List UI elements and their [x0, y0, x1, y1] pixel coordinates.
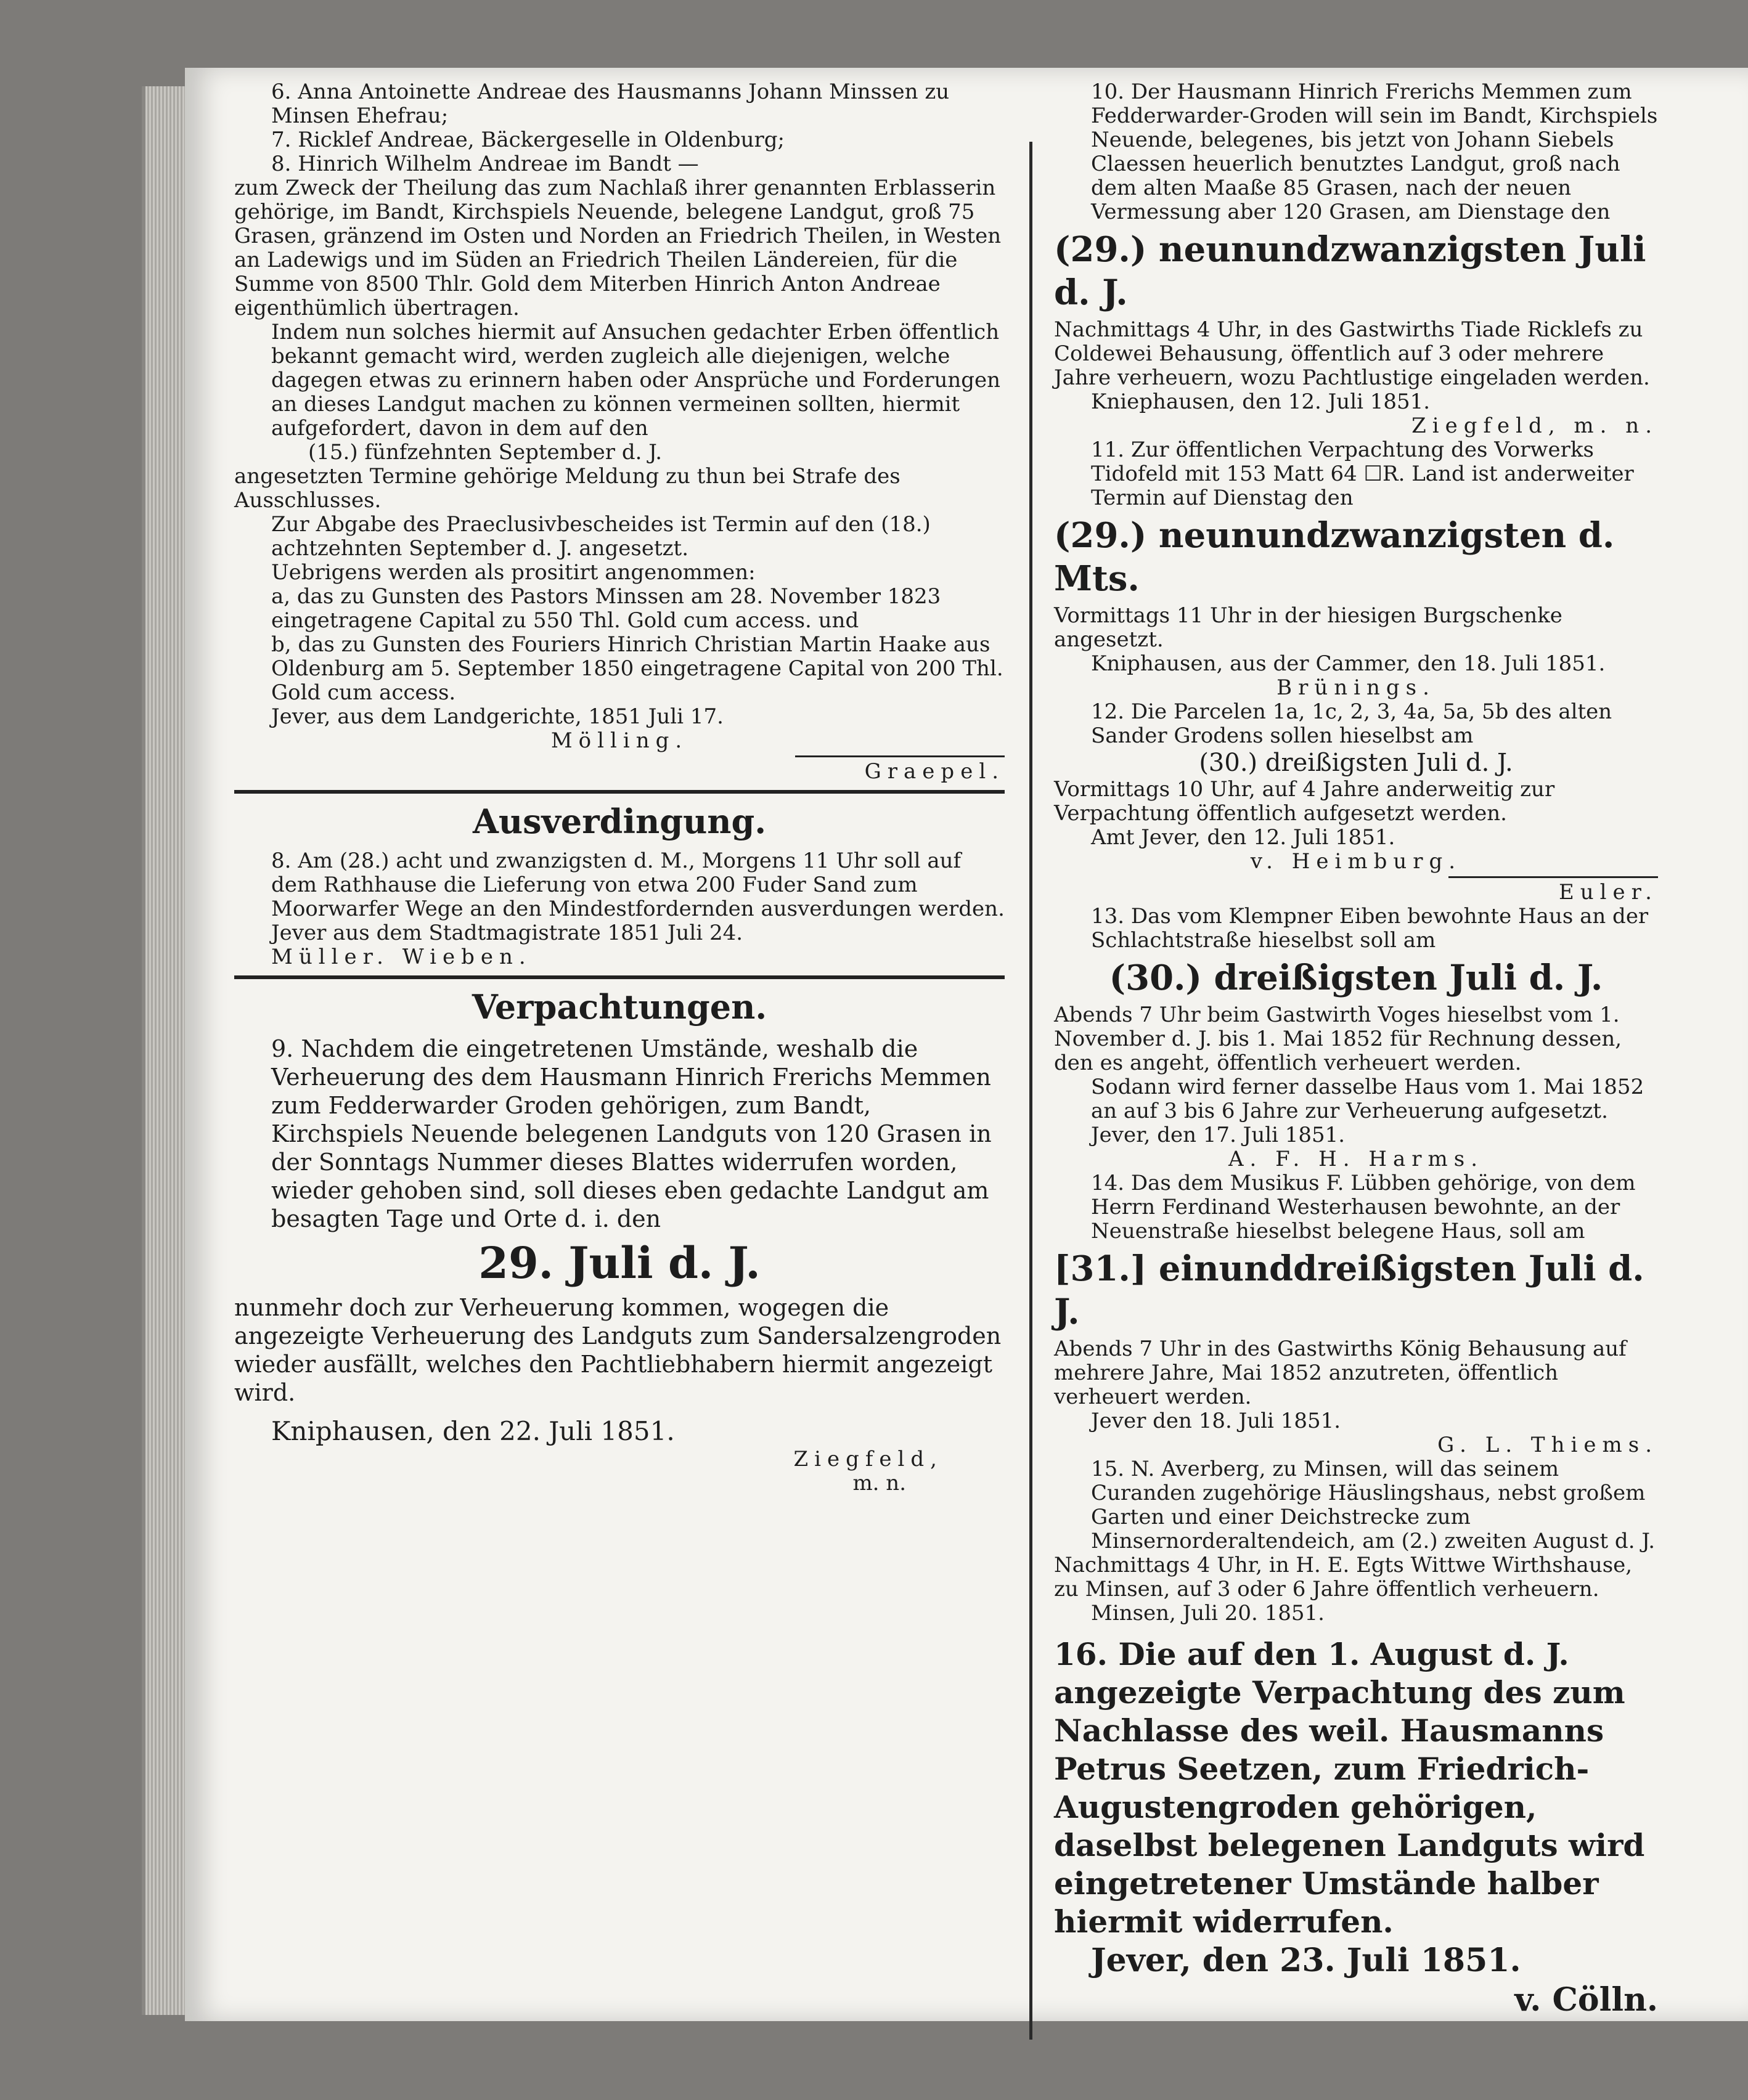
place-date: Kniephausen, den 12. Juli 1851.	[1091, 389, 1431, 414]
signature: Müller.	[271, 945, 390, 969]
paragraph: 10. Der Hausmann Hinrich Frerichs Memmen zum Fedderwarder-Groden will sein im Bandt, Kirchspiels Neuende, belegenes, bis jetzt von Johann Siebels Claessen heuerlich benutztes Landgut, groß nach dem alten Maaße 85 Grasen, nach der neuen Vermessung aber 120 Grasen, am Dienstage den	[1091, 79, 1658, 224]
paragraph: Indem nun solches hiermit auf Ansuchen gedachter Erben öffentlich bekannt gemacht wird, werden zugleich alle diejenigen, welche dagegen etwas zu erinnern haben oder Ansprüche und Forderungen an dieses Landgut machen zu können vermeinen sollten, hiermit aufgefordert, davon in dem auf den	[271, 320, 1001, 441]
paragraph: 12. Die Parcelen 1a, 1c, 2, 3, 4a, 5a, 5b des alten Sander Grodens sollen hieselbst am	[1091, 699, 1612, 748]
signature: Graepel.	[864, 759, 1005, 784]
section-heading: Verpachtungen.	[472, 987, 767, 1027]
place-date: Jever den 18. Juli 1851.	[1091, 1409, 1341, 1433]
paragraph: nunmehr doch zur Verheuerung kommen, wogegen die angezeigte Verheuerung des Landguts zum Sandersalzengroden wieder ausfällt, welches den Pachtliebhabern hiermit angezeigt wird.	[234, 1294, 1002, 1406]
signature-suffix: m. n.	[852, 1471, 906, 1496]
date-line: (15.) fünfzehnten September d. J.	[308, 440, 663, 465]
date-headline: [31.] einunddreißigsten Juli d. J.	[1054, 1248, 1644, 1332]
place-date: Amt Jever, den 12. Juli 1851.	[1091, 825, 1395, 850]
paragraph: Vormittags 11 Uhr in der hiesigen Burgschenke angesetzt.	[1054, 603, 1562, 652]
paragraph: Abends 7 Uhr in des Gastwirths König Behausung auf mehrere Jahre, Mai 1852 anzutreten, öffentlich verheuert werden.	[1054, 1337, 1627, 1409]
spacer	[234, 1407, 1005, 1415]
divider	[795, 755, 1005, 757]
date-headline: (30.) dreißigsten Juli d. J.	[1109, 958, 1603, 998]
paragraph: zum Zweck der Theilung das zum Nachlaß ihrer genannten Erblasserin gehörige, im Bandt, Kirchspiels Neuende, belegene Landgut, groß 75 Grasen, gränzend im Osten und Norden an Friedrich Theilen, in Westen an Ladewigs und im Süden an Friedrich Theilen Ländereien, für die Summe von 8500 Thlr. Gold dem Miterben Hinrich Anton Andreae eigenthümlich übertragen.	[234, 176, 1002, 320]
divider	[1448, 876, 1658, 878]
signature: Ziegfeld, m. n.	[1411, 413, 1658, 438]
signature-line	[234, 945, 1005, 969]
signature: v. Heimburg.	[1250, 849, 1462, 874]
section-divider	[234, 790, 1005, 794]
place-date: Jever, aus dem Landgerichte, 1851 Juli 17.	[271, 704, 724, 729]
right-column	[1054, 80, 1658, 2020]
paragraph: 8. Am (28.) acht und zwanzigsten d. M., Morgens 11 Uhr soll auf dem Rathhause die Lieferung von etwa 200 Fuder Sand zum Moorwarfer Wege an den Mindestfordernden ausverdungen werden.	[271, 849, 1005, 921]
paragraph: Abends 7 Uhr beim Gastwirth Voges hieselbst vom 1. November d. J. bis 1. Mai 1852 für Rechnung dessen, den es angeht, öffentlich verheuert werden.	[1054, 1003, 1622, 1075]
date-headline: (29.) neunundzwanzigsten Juli d. J.	[1054, 229, 1646, 313]
place-date: Jever aus dem Stadtmagistrate 1851 Juli 24.	[271, 921, 743, 945]
column-divider	[1029, 142, 1032, 2040]
date-headline: (30.) dreißigsten Juli d. J.	[1199, 749, 1513, 777]
signature: v. Cölln.	[1514, 1981, 1658, 2019]
date-headline: 29. Juli d. J.	[478, 1237, 761, 1288]
list-item: 7. Ricklef Andreae, Bäckergeselle in Oldenburg;	[271, 128, 785, 152]
signature: Mölling.	[550, 728, 688, 753]
place-date: Kniphausen, aus der Cammer, den 18. Juli 1851.	[1091, 651, 1606, 676]
section-heading: Ausverdingung.	[472, 802, 767, 841]
place-date: Kniphausen, den 22. Juli 1851.	[271, 1416, 675, 1446]
list-item: a, das zu Gunsten des Pastors Minssen am 28. November 1823 eingetragene Capital zu 550 Thl. Gold cum access. und	[271, 584, 941, 633]
paragraph: Uebrigens werden als prositirt angenommen:	[271, 560, 756, 585]
paragraph: 11. Zur öffentlichen Verpachtung des Vorwerks Tidofeld mit 153 Matt 64 ☐R. Land ist anderweiter Termin auf Dienstag den	[1091, 437, 1634, 510]
place-date: Minsen, Juli 20. 1851.	[1091, 1601, 1325, 1626]
signature: Brünings.	[1276, 675, 1436, 700]
date-headline: (29.) neunundzwanzigsten d. Mts.	[1054, 515, 1615, 599]
signature: Euler.	[1558, 880, 1658, 905]
place-date: Jever, den 17. Juli 1851.	[1091, 1123, 1346, 1147]
paragraph: 16. Die auf den 1. August d. J. angezeigte Verpachtung des zum Nachlasse des weil. Hausmanns Petrus Seetzen, zum Friedrich-Augustengroden gehörigen, daselbst belegenen Landguts wird eingetretener Umstände halber hiermit widerrufen.	[1054, 1636, 1645, 1940]
list-item: 8. Hinrich Wilhelm Andreae im Bandt —	[271, 152, 699, 176]
list-item: 6. Anna Antoinette Andreae des Hausmanns Johann Minssen zu Minsen Ehefrau;	[271, 79, 950, 128]
paragraph: Nachmittags 4 Uhr, in des Gastwirths Tiade Ricklefs zu Coldewei Behausung, öffentlich auf 3 oder mehrere Jahre verheuern, wozu Pachtlustige eingeladen werden.	[1054, 317, 1650, 390]
paragraph: Sodann wird ferner dasselbe Haus vom 1. Mai 1852 an auf 3 bis 6 Jahre zur Verheuerung aufgesetzt.	[1091, 1075, 1644, 1123]
signature: G. L. Thiems.	[1437, 1433, 1658, 1457]
signature: Wieben.	[402, 945, 532, 969]
paragraph: 13. Das vom Klempner Eiben bewohnte Haus an der Schlachtstraße hieselbst soll am	[1091, 904, 1649, 953]
section-divider	[234, 975, 1005, 979]
signature: A. F. H. Harms.	[1228, 1147, 1484, 1171]
signature: Ziegfeld,	[793, 1447, 943, 1471]
left-column	[234, 80, 1005, 1496]
paragraph: Zur Abgabe des Praeclusivbescheides ist Termin auf den (18.) achtzehnten September d. J. angesetzt.	[271, 512, 931, 561]
paragraph: angesetzten Termine gehörige Meldung zu thun bei Strafe des Ausschlusses.	[234, 464, 901, 513]
paragraph: Vormittags 10 Uhr, auf 4 Jahre anderweitig zur Verpachtung öffentlich aufgesetzt werden.	[1054, 777, 1555, 826]
paragraph: 9. Nachdem die eingetretenen Umstände, weshalb die Verheuerung des dem Hausmann Hinrich Frerichs Memmen zum Fedderwarder Groden gehörigen, zum Bandt, Kirchspiels Neuende belegenen Landguts von 120 Grasen in der Sonntags Nummer dieses Blattes widerrufen worden, wieder gehoben sind, soll dieses eben gedachte Landgut am besagten Tage und Orte d. i. den	[271, 1035, 992, 1232]
place-date: Jever, den 23. Juli 1851.	[1091, 1942, 1521, 1979]
list-item: b, das zu Gunsten des Fouriers Hinrich Christian Martin Haake aus Oldenburg am 5. September 1850 eingetragene Capital von 200 Thl. Gold cum access.	[271, 632, 1003, 705]
paragraph: 14. Das dem Musikus F. Lübben gehörige, von dem Herrn Ferdinand Westerhausen bewohnte, an der Neuenstraße hieselbst belegene Haus, soll am	[1091, 1171, 1636, 1243]
paragraph: 15. N. Averberg, zu Minsen, will das seinem Curanden zugehörige Häuslingshaus, nebst großem Garten und einer Deichstrecke zum Minsernorderaltendeich, am (2.) zweiten August d. J.	[1091, 1457, 1656, 1553]
paragraph: Nachmittags 4 Uhr, in H. E. Egts Wittwe Wirthshause, zu Minsen, auf 3 oder 6 Jahre öffentlich verheuern.	[1054, 1553, 1633, 1601]
